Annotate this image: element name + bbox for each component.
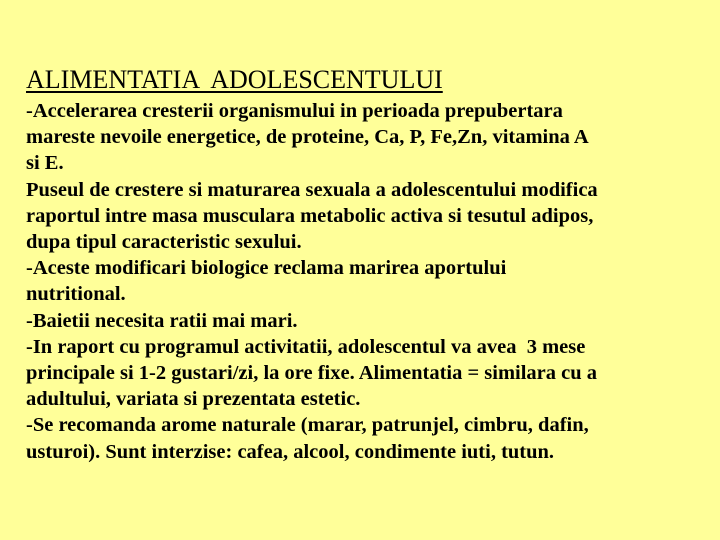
body-line: Puseul de crestere si maturarea sexuala a adolescentului modifica [26,178,598,201]
body-line: adultului, variata si prezentata estetic. [26,388,361,411]
body-line: -Baietii necesita ratii mai mari. [26,309,298,332]
body-line: si E. [26,152,64,175]
body-line: dupa tipul caracteristic sexului. [26,231,302,254]
body-line: mareste nevoile energetice, de proteine, Ca, P, Fe,Zn, vitamina A [26,126,589,149]
body-line: nutritional. [26,283,126,306]
body-line: -Aceste modificari biologice reclama marirea aportului [26,257,507,280]
body-line: -In raport cu programul activitatii, adolescentul va avea 3 mese [26,335,586,358]
body-line: principale si 1-2 gustari/zi, la ore fixe. Alimentatia = similara cu a [26,362,598,385]
body-line: -Accelerarea cresterii organismului in perioada prepubertara [26,100,563,122]
slide-body [26,98,716,465]
body-line: raportul intre masa musculara metabolic activa si tesutul adipos, [26,204,594,227]
body-line: usturoi). Sunt interzise: cafea, alcool, condimente iuti, tutun. [26,440,555,463]
slide-title: ALIMENTATIA ADOLESCENTULUI [26,65,443,94]
body-line: -Se recomanda arome naturale (marar, patrunjel, cimbru, dafin, [26,414,589,437]
